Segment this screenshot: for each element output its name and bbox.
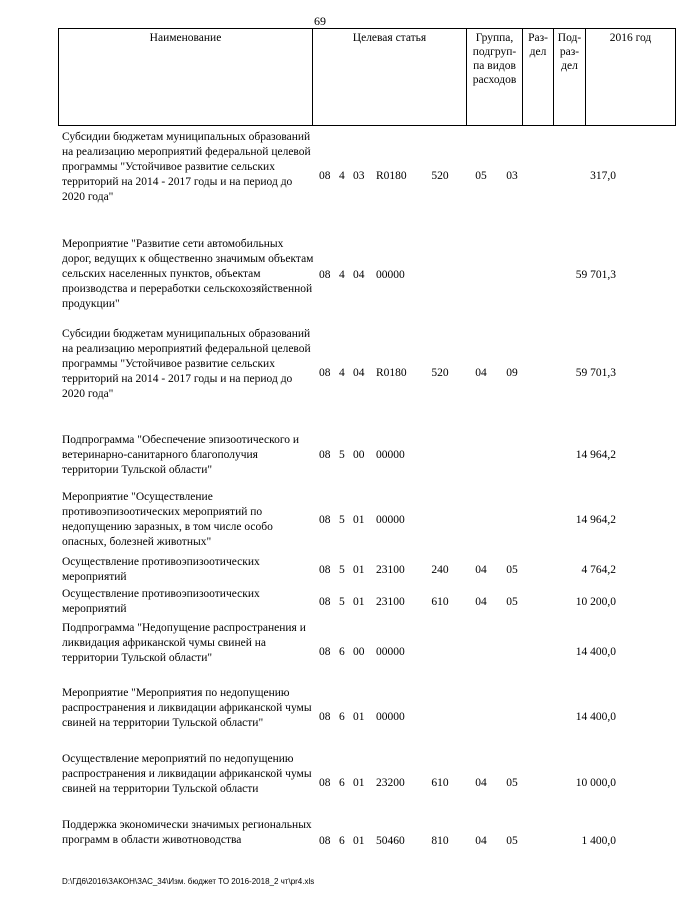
- row-expense-group: 240: [431, 564, 449, 576]
- row-activity-code: 04: [353, 367, 365, 379]
- row-activity-code: 01: [353, 514, 365, 526]
- row-name: Осуществление противоэпизоотических мероприятий: [62, 556, 260, 583]
- header-name: Наименование: [58, 28, 312, 126]
- row-program-code: 08: [319, 835, 331, 847]
- row-direction-code: 00000: [376, 711, 405, 723]
- row-expense-group: 520: [431, 367, 449, 379]
- header-subsection: Под- раз- дел: [553, 28, 585, 126]
- row-expense-group: 810: [431, 835, 449, 847]
- row-name: Субсидии бюджетам муниципальных образований на реализацию мероприятий федеральной целевой программы "Устойчивое развитие сельских территорий на 2014 - 2017 годы и на период до 2020 года": [62, 328, 311, 400]
- row-subprogram-code: 5: [339, 564, 345, 576]
- row-subprogram-code: 4: [339, 269, 345, 281]
- row-subsection: 03: [506, 170, 518, 182]
- row-section: 05: [475, 170, 487, 182]
- row-section: 04: [475, 777, 487, 789]
- row-activity-code: 01: [353, 711, 365, 723]
- row-program-code: 08: [319, 367, 331, 379]
- row-program-code: 08: [319, 514, 331, 526]
- row-subprogram-code: 5: [339, 449, 345, 461]
- table-header: [58, 28, 652, 126]
- file-path-footer: D:\ГД6\2016\ЗАКОН\ЗАС_34\Изм. бюджет ТО 2016-2018_2 чт\pr4.xls: [62, 877, 315, 886]
- row-name: Мероприятие "Мероприятия по недопущению распространения и ликвидации африканской чумы свиней на территории Тульской области": [62, 687, 312, 729]
- row-direction-code: R0180: [376, 367, 407, 379]
- row-amount-2016: 59 701,3: [575, 269, 616, 281]
- row-subprogram-code: 6: [339, 835, 345, 847]
- header-target-article: Целевая статья: [312, 28, 466, 126]
- row-direction-code: 23100: [376, 564, 405, 576]
- page-number: 69: [314, 14, 326, 28]
- row-amount-2016: 59 701,3: [575, 367, 616, 379]
- row-program-code: 08: [319, 777, 331, 789]
- row-subprogram-code: 6: [339, 646, 345, 658]
- row-activity-code: 01: [353, 596, 365, 608]
- row-amount-2016: 14 400,0: [575, 711, 616, 723]
- row-direction-code: 00000: [376, 449, 405, 461]
- row-direction-code: 23100: [376, 596, 405, 608]
- row-program-code: 08: [319, 711, 331, 723]
- row-subprogram-code: 6: [339, 777, 345, 789]
- row-subprogram-code: 5: [339, 596, 345, 608]
- row-name: Подпрограмма "Обеспечение эпизоотического и ветеринарно-санитарного благополучия территории Тульской области": [62, 434, 300, 476]
- row-amount-2016: 4 764,2: [581, 564, 616, 576]
- row-name: Подпрограмма "Недопущение распространения и ликвидация африканской чумы свиней на территории Тульской области": [62, 622, 306, 664]
- row-activity-code: 01: [353, 564, 365, 576]
- row-program-code: 08: [319, 646, 331, 658]
- row-activity-code: 03: [353, 170, 365, 182]
- row-activity-code: 04: [353, 269, 365, 281]
- row-activity-code: 00: [353, 646, 365, 658]
- row-subsection: 09: [506, 367, 518, 379]
- row-expense-group: 520: [431, 170, 449, 182]
- row-subprogram-code: 4: [339, 170, 345, 182]
- row-activity-code: 01: [353, 835, 365, 847]
- row-section: 04: [475, 564, 487, 576]
- row-section: 04: [475, 835, 487, 847]
- row-name: Субсидии бюджетам муниципальных образований на реализацию мероприятий федеральной целевой программы "Устойчивое развитие сельских территорий на 2014 - 2017 годы и на период до 2020 года": [62, 131, 311, 203]
- row-amount-2016: 10 000,0: [575, 777, 616, 789]
- row-program-code: 08: [319, 269, 331, 281]
- row-expense-group: 610: [431, 777, 449, 789]
- row-amount-2016: 317,0: [590, 170, 616, 182]
- row-name: Поддержка экономически значимых региональных программ в области животноводства: [62, 819, 312, 846]
- row-program-code: 08: [319, 449, 331, 461]
- row-subprogram-code: 6: [339, 711, 345, 723]
- row-direction-code: R0180: [376, 170, 407, 182]
- row-activity-code: 01: [353, 777, 365, 789]
- row-direction-code: 00000: [376, 646, 405, 658]
- row-subprogram-code: 4: [339, 367, 345, 379]
- row-subprogram-code: 5: [339, 514, 345, 526]
- row-program-code: 08: [319, 596, 331, 608]
- row-amount-2016: 14 964,2: [575, 514, 616, 526]
- row-subsection: 05: [506, 564, 518, 576]
- row-program-code: 08: [319, 170, 331, 182]
- header-section: Раз- дел: [522, 28, 553, 126]
- row-program-code: 08: [319, 564, 331, 576]
- row-amount-2016: 14 964,2: [575, 449, 616, 461]
- row-name: Осуществление противоэпизоотических мероприятий: [62, 588, 260, 615]
- header-year-2016: 2016 год: [585, 28, 676, 126]
- row-direction-code: 00000: [376, 269, 405, 281]
- row-subsection: 05: [506, 596, 518, 608]
- row-expense-group: 610: [431, 596, 449, 608]
- row-direction-code: 23200: [376, 777, 405, 789]
- row-direction-code: 00000: [376, 514, 405, 526]
- row-section: 04: [475, 596, 487, 608]
- row-section: 04: [475, 367, 487, 379]
- row-subsection: 05: [506, 777, 518, 789]
- row-amount-2016: 1 400,0: [581, 835, 616, 847]
- row-name: Осуществление мероприятий по недопущению распространения и ликвидации африканской чумы свиней на территории Тульской области: [62, 753, 312, 795]
- row-direction-code: 50460: [376, 835, 405, 847]
- header-expense-group: Группа, подгруп- па видов расходов: [466, 28, 522, 126]
- row-name: Мероприятие "Развитие сети автомобильных дорог, ведущих к общественно значимым объектам сельских населенных пунктов, объектам производства и переработки сельскохозяйственной продукции": [62, 238, 314, 310]
- row-subsection: 05: [506, 835, 518, 847]
- row-amount-2016: 10 200,0: [575, 596, 616, 608]
- row-name: Мероприятие "Осуществление противоэпизоотических мероприятий по недопущению заразных, в том числе особо опасных, болезней животных": [62, 491, 273, 548]
- row-amount-2016: 14 400,0: [575, 646, 616, 658]
- row-activity-code: 00: [353, 449, 365, 461]
